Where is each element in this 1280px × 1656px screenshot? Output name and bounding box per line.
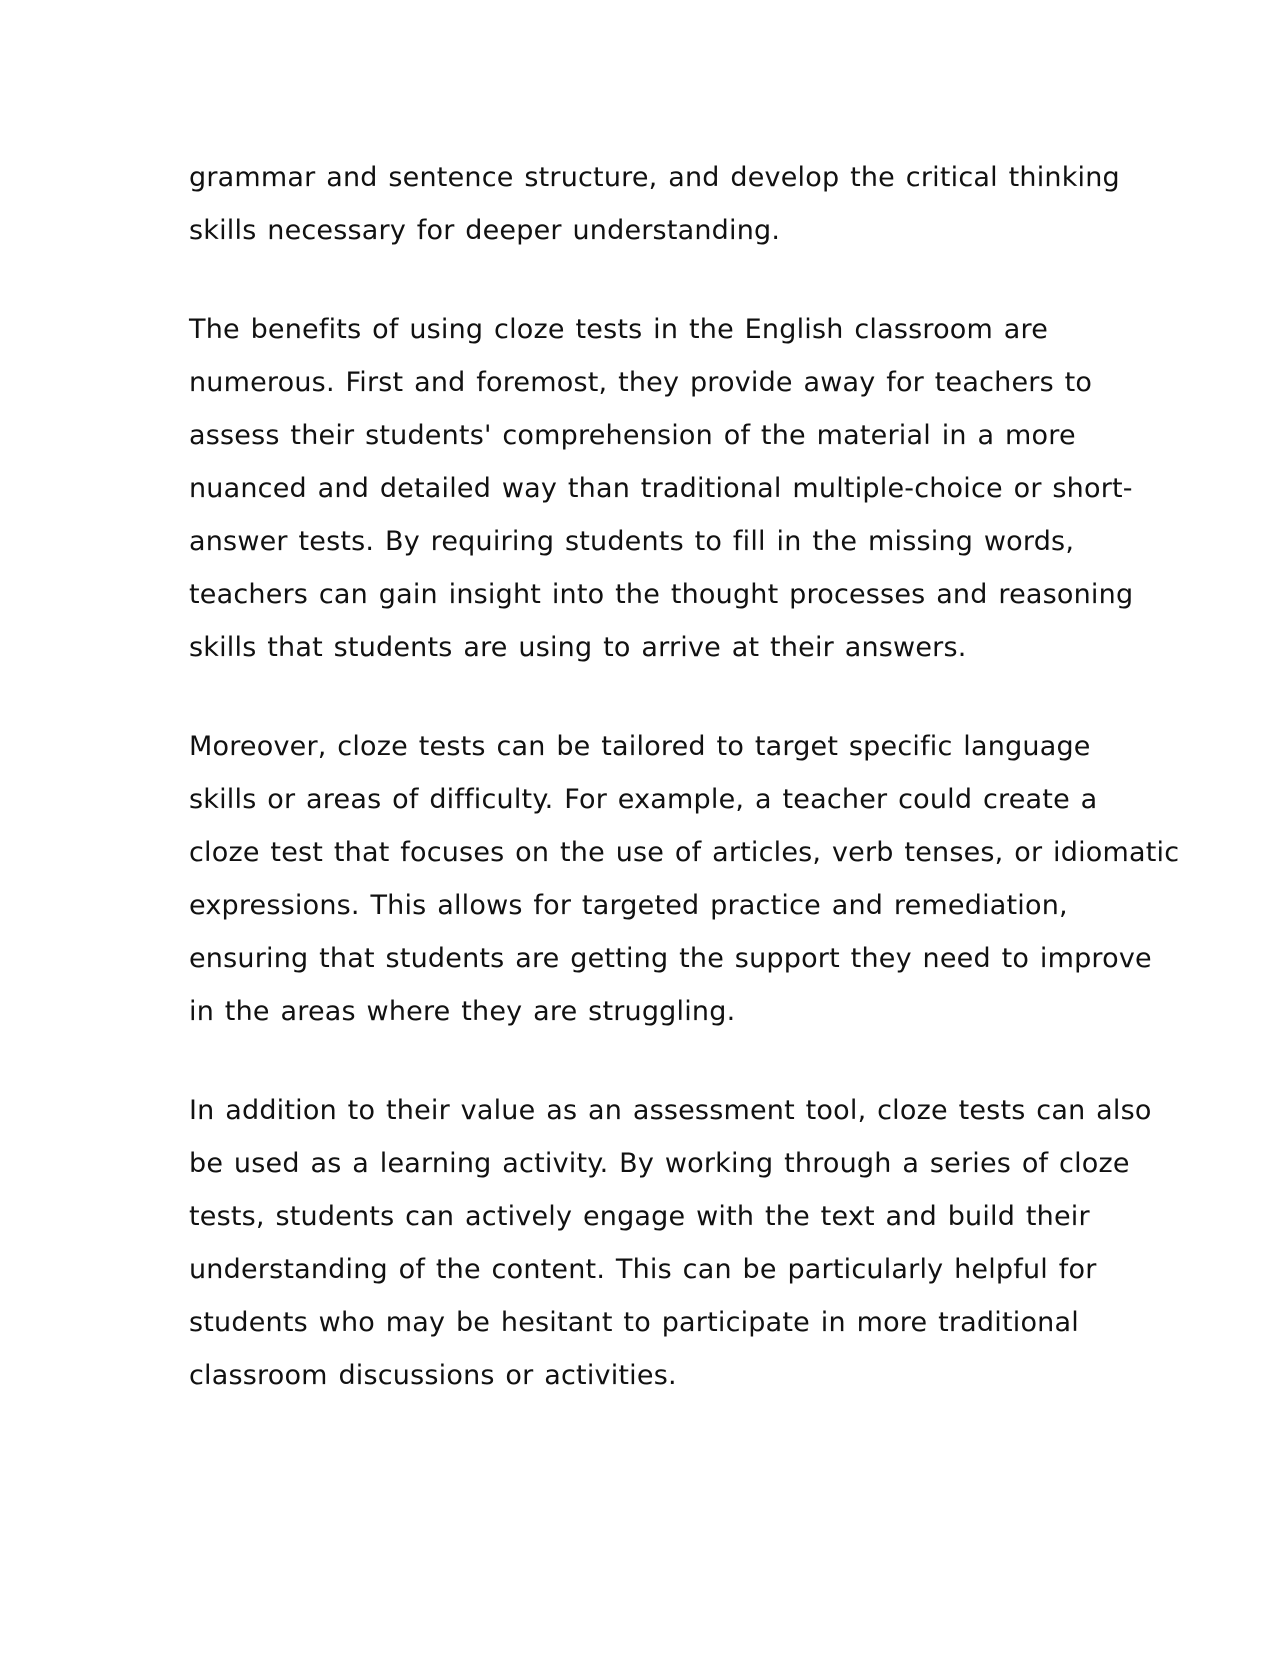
paragraph-1: [189, 151, 1120, 257]
text-line: answer tests. By requiring students to fill in the missing words,: [189, 526, 1075, 557]
text-line: skills necessary for deeper understanding.: [189, 215, 781, 246]
text-line: classroom discussions or activities.: [189, 1360, 677, 1391]
text-line: Moreover, cloze tests can be tailored to target specific language: [189, 731, 1091, 762]
text-line: assess their students' comprehension of the material in a more: [189, 420, 1076, 451]
text-line: cloze test that focuses on the use of articles, verb tenses, or idiomatic: [189, 837, 1180, 868]
text-line: in the areas where they are struggling.: [189, 996, 736, 1027]
paragraph-3: [189, 720, 1180, 1038]
text-line: In addition to their value as an assessment tool, cloze tests can also: [189, 1095, 1152, 1126]
text-line: expressions. This allows for targeted practice and remediation,: [189, 890, 1068, 921]
paragraph-spacer: [189, 674, 1089, 720]
document-body: [189, 151, 1180, 1402]
paragraph-4: [189, 1084, 1152, 1402]
text-line: teachers can gain insight into the thought processes and reasoning: [189, 579, 1134, 610]
text-line: understanding of the content. This can be particularly helpful for: [189, 1254, 1097, 1285]
text-line: students who may be hesitant to participate in more traditional: [189, 1307, 1079, 1338]
text-line: tests, students can actively engage with the text and build their: [189, 1201, 1090, 1232]
paragraph-2: [189, 303, 1134, 674]
text-line: skills that students are using to arrive at their answers.: [189, 632, 967, 663]
text-line: be used as a learning activity. By working through a series of cloze: [189, 1148, 1130, 1179]
paragraph-spacer: [189, 1038, 1089, 1084]
text-line: The benefits of using cloze tests in the English classroom are: [189, 314, 1049, 345]
text-line: grammar and sentence structure, and develop the critical thinking: [189, 162, 1120, 193]
text-line: ensuring that students are getting the support they need to improve: [189, 943, 1152, 974]
paragraph-spacer: [189, 257, 1089, 303]
text-line: nuanced and detailed way than traditional multiple-choice or short-: [189, 473, 1133, 504]
text-line: skills or areas of difficulty. For example, a teacher could create a: [189, 784, 1098, 815]
text-line: numerous. First and foremost, they provide away for teachers to: [189, 367, 1093, 398]
